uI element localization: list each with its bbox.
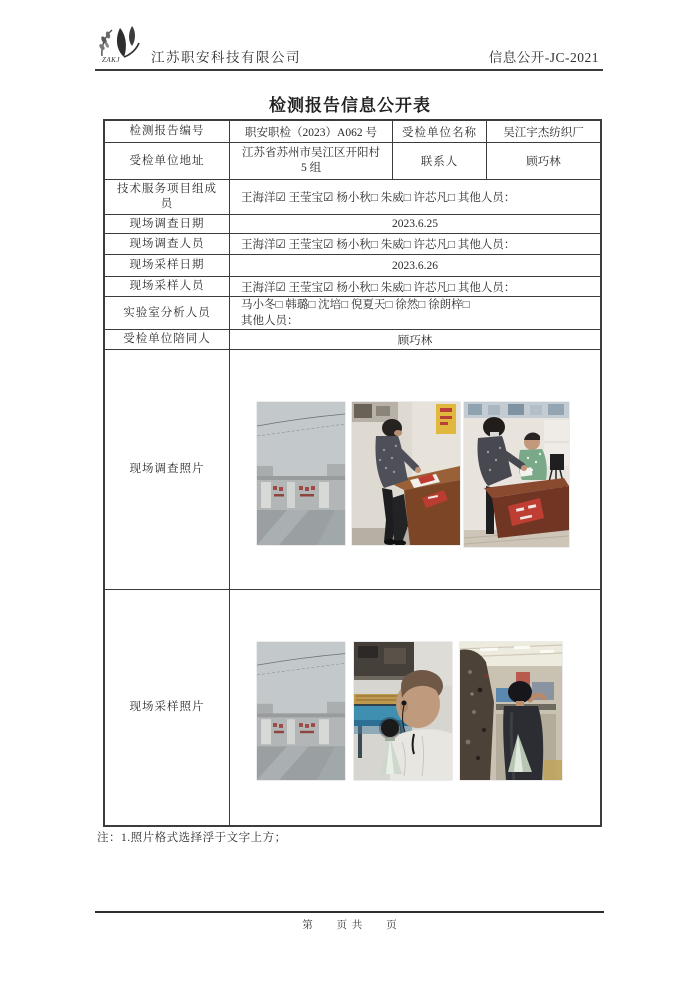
contact-value: 顾巧林 (526, 156, 561, 168)
lab-staff-line1: 马小冬□ 韩璐□ 沈培□ 倪夏天□ 徐然□ 徐朗梓□ (241, 299, 470, 311)
survey-staff-label: 现场调查人员 (105, 234, 230, 254)
sampling-photos-label: 现场采样照片 (105, 590, 230, 825)
sampling-photos-row (105, 590, 600, 825)
survey-staff-value: 王海洋☑ 王莹宝☑ 杨小秋□ 朱威□ 许芯凡□ 其他人员： (241, 239, 516, 251)
doc-code: 信息公开-JC-2021 (488, 50, 599, 65)
lab-staff-value (230, 297, 600, 329)
unit-name-value: 吴江宇杰纺织厂 (503, 126, 584, 139)
team-label: 技术服务项目组成员 (105, 180, 230, 214)
survey-date-value: 2023.6.25 (392, 218, 438, 230)
escort-label: 受检单位陪同人 (105, 330, 230, 349)
survey-photo-factory-gate (257, 402, 345, 545)
sampling-staff-value: 王海洋☑ 王莹宝☑ 杨小秋□ 朱威□ 许芯凡□ 其他人员： (241, 281, 516, 294)
sampling-photos-area (230, 590, 600, 825)
note-text: 注：1.照片格式选择浮于文字上方； (97, 832, 287, 844)
survey-photos-area (230, 350, 600, 589)
table-row (105, 143, 600, 180)
survey-photos-row (105, 350, 600, 590)
team-members: 王海洋☑ 王莹宝☑ 杨小秋□ 朱威□ 许芯凡□ 其他人员： (241, 192, 516, 204)
report-no-value: 职安职检（2023）A062 号 (230, 121, 393, 142)
sampling-date-label: 现场采样日期 (105, 255, 230, 276)
header-divider (95, 69, 603, 71)
sampling-date-value: 2023.6.26 (392, 259, 438, 272)
table-row (105, 255, 600, 277)
survey-photo-interview (464, 402, 569, 547)
table-row (105, 180, 600, 215)
table-row (105, 234, 600, 255)
sampling-photo-noise-measurement (354, 642, 452, 780)
footer-divider (95, 911, 604, 913)
logo-text: ZAKJ (102, 56, 120, 64)
escort-value: 顾巧林 (397, 334, 433, 347)
company-name: 江苏职安科技有限公司 (151, 50, 301, 65)
table-row (105, 277, 600, 297)
page-footer: 第 页 共 页 (302, 920, 398, 931)
lab-staff-line2: 其他人员： (241, 315, 299, 327)
unit-name-label: 受检单位名称 (393, 121, 487, 142)
sampling-photo-factory-gate (257, 642, 345, 780)
report-table (103, 119, 602, 827)
unit-addr-label: 受检单位地址 (105, 143, 230, 179)
sampling-photo-workshop (460, 642, 562, 780)
report-no-label: 检测报告编号 (105, 121, 230, 142)
sampling-staff-label: 现场采样人员 (105, 277, 230, 296)
table-row (105, 215, 600, 234)
page-title: 检测报告信息公开表 (269, 96, 431, 115)
lab-staff-label: 实验室分析人员 (105, 297, 230, 329)
survey-photos-label: 现场调查照片 (105, 350, 230, 589)
survey-photo-writing-desk (352, 402, 460, 545)
contact-label: 联系人 (393, 143, 487, 179)
survey-date-label: 现场调查日期 (105, 215, 230, 233)
table-row (105, 330, 600, 350)
table-row (105, 297, 600, 330)
table-row (105, 121, 600, 143)
unit-addr-value: 江苏省苏州市吴江区开阳村5 组 (230, 143, 393, 179)
